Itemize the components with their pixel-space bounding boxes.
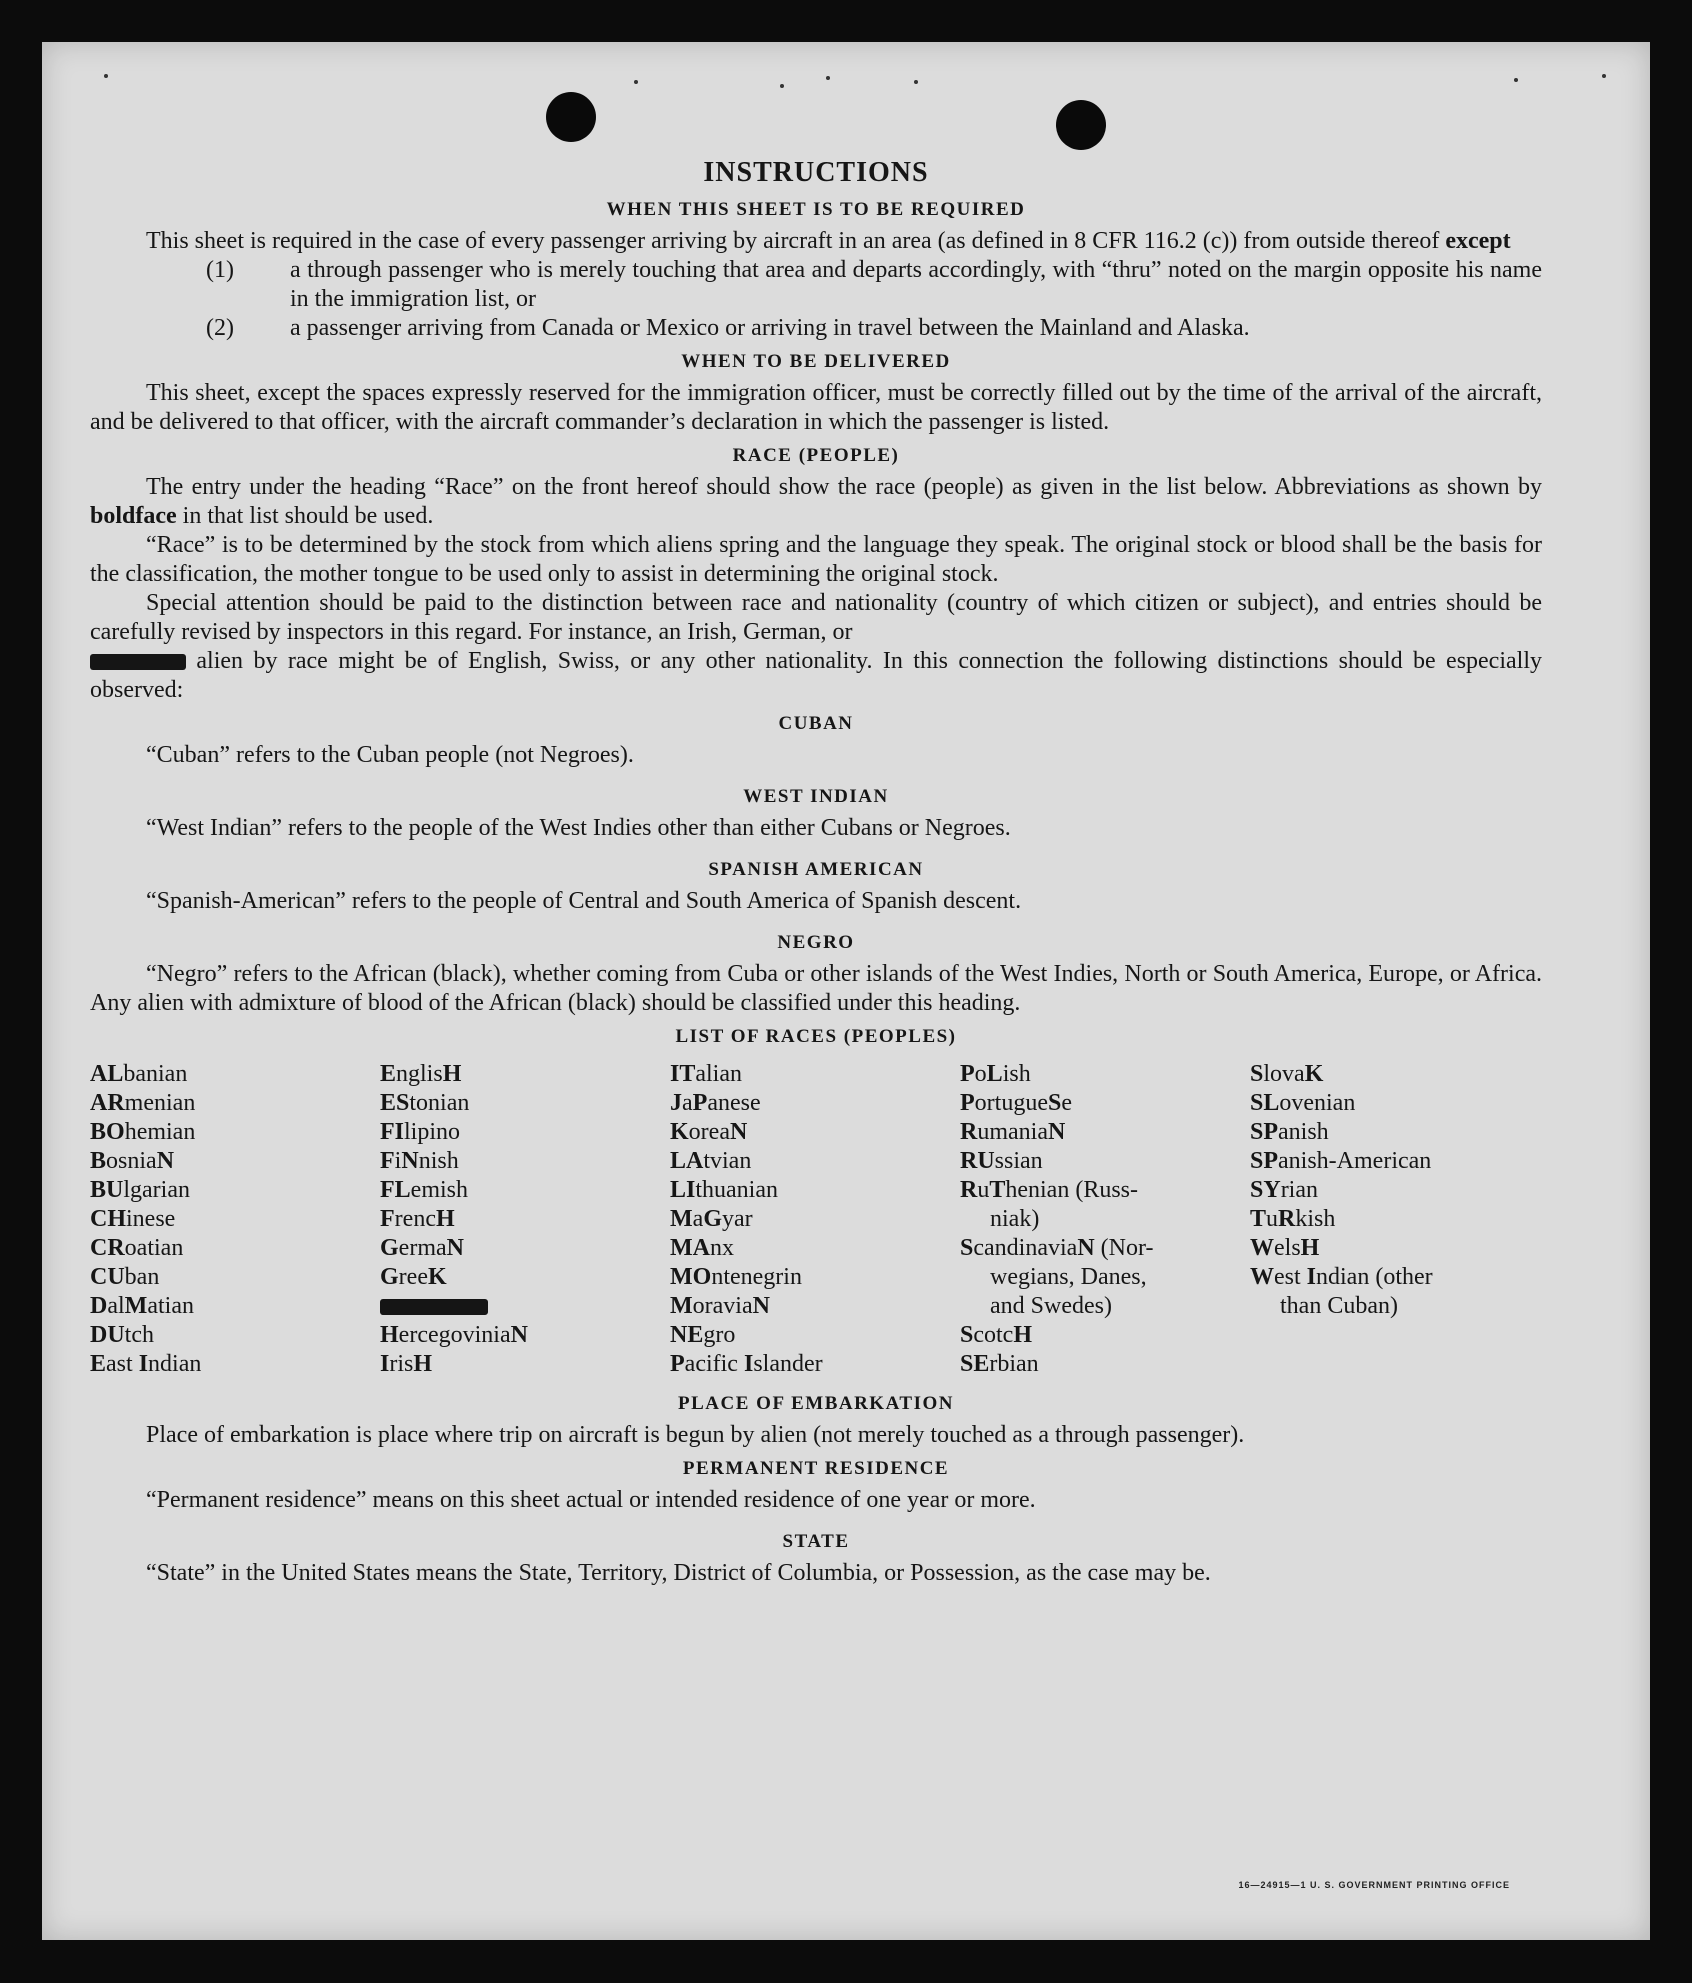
race-entry: CHinese xyxy=(90,1206,176,1232)
state-text: “State” in the United States means the State, Territory, District of Columbia, or Possession, as the case may be. xyxy=(146,1560,1211,1586)
speck xyxy=(104,74,108,78)
residence-text: “Permanent residence” means on this sheet actual or intended residence of one year or more. xyxy=(146,1487,1036,1513)
race-entry: DalMatian xyxy=(90,1293,194,1319)
race-entry: LAtvian xyxy=(670,1148,752,1174)
race-entry: CRoatian xyxy=(90,1235,184,1261)
redaction-mark xyxy=(90,654,186,670)
races-column xyxy=(90,1060,380,1379)
race-entry: SlovaK xyxy=(1250,1061,1324,1087)
race-entry: FLemish xyxy=(380,1177,468,1203)
document-sheet xyxy=(42,42,1650,1940)
negro-text: “Negro” refers to the African (black), whether coming from Cuba or other islands of the West Indies, North or South America, Europe, or Africa. Any alien with admixture of blood of the African (black) should be classified under this heading. xyxy=(90,961,1542,1016)
section-heading-when-required: WHEN THIS SHEET IS TO BE REQUIRED xyxy=(606,199,1026,220)
race-entry: MaGyar xyxy=(670,1206,753,1232)
races-column xyxy=(380,1060,670,1379)
race-entry: ALbanian xyxy=(90,1061,188,1087)
speck xyxy=(1514,78,1518,82)
race-entry: FIlipino xyxy=(380,1119,461,1145)
race-paragraph-1: The entry under the heading “Race” on the front hereof should show the race (people) as given in the list below. Abbreviations as shown by boldface in that list should be used. xyxy=(90,474,1542,529)
section-heading-west-indian: WEST INDIAN xyxy=(743,786,889,807)
section-heading-embarkation: PLACE OF EMBARKATION xyxy=(678,1393,954,1414)
race-entry: SPanish-American xyxy=(1250,1148,1432,1174)
race-entry: CUban xyxy=(90,1264,160,1290)
printing-office-code: 16—24915—1 U. S. GOVERNMENT PRINTING OFFICE xyxy=(1238,1880,1510,1890)
race-entry: IrisH xyxy=(380,1351,433,1377)
speck xyxy=(826,76,830,80)
race-entry: FiNnish xyxy=(380,1148,459,1174)
race-entry: MoraviaN xyxy=(670,1293,770,1319)
races-column xyxy=(960,1060,1250,1379)
race-entry: ScotcH xyxy=(960,1322,1033,1348)
except-bold: except xyxy=(1445,228,1511,254)
race-entry: and Swedes) xyxy=(990,1293,1112,1319)
race-entry: BosniaN xyxy=(90,1148,175,1174)
section-heading-spanish-american: SPANISH AMERICAN xyxy=(708,859,924,880)
race-entry: HercegoviniaN xyxy=(380,1322,528,1348)
race-entry: RUssian xyxy=(960,1148,1043,1174)
race-entry: niak) xyxy=(990,1206,1040,1232)
race-entry: GermaN xyxy=(380,1235,464,1261)
race-entry: KoreaN xyxy=(670,1119,748,1145)
race-entry: PoLish xyxy=(960,1061,1031,1087)
when-required-intro: This sheet is required in the case of every passenger arriving by aircraft in an area (as defined in 8 CFR 116.2 (c)) from outside thereof except xyxy=(146,228,1511,254)
race-entry: GreeK xyxy=(380,1264,447,1290)
race-entry: SPanish xyxy=(1250,1119,1329,1145)
race-entry: West Indian (other xyxy=(1250,1264,1433,1290)
section-heading-cuban: CUBAN xyxy=(778,713,854,734)
race-entry: DUtch xyxy=(90,1322,154,1348)
section-heading-residence: PERMANENT RESIDENCE xyxy=(682,1458,950,1479)
spanish-american-text: “Spanish-American” refers to the people of Central and South America of Spanish descent. xyxy=(146,888,1022,914)
section-heading-state: STATE xyxy=(782,1531,850,1552)
section-heading-race: RACE (PEOPLE) xyxy=(732,445,900,466)
section-heading-when-delivered: WHEN TO BE DELIVERED xyxy=(681,351,951,372)
speck xyxy=(780,84,784,88)
races-list xyxy=(90,1060,1542,1379)
race-entry: JaPanese xyxy=(670,1090,761,1116)
speck xyxy=(914,80,918,84)
section-heading-negro: NEGRO xyxy=(777,932,855,953)
redaction-mark xyxy=(380,1299,488,1315)
race-entry: WelsH xyxy=(1250,1235,1320,1261)
race-entry: SErbian xyxy=(960,1351,1039,1377)
race-entry: ScandinaviaN (Nor- xyxy=(960,1235,1154,1261)
race-entry: TuRkish xyxy=(1250,1206,1336,1232)
race-entry: MOntenegrin xyxy=(670,1264,802,1290)
race-entry: BOhemian xyxy=(90,1119,196,1145)
when-delivered-text: This sheet, except the spaces expressly reserved for the immigration officer, must be correctly filled out by the time of the arrival of the aircraft, and be delivered to that officer, with the aircraft commander’s declaration in which the passenger is listed. xyxy=(90,380,1542,435)
speck xyxy=(634,80,638,84)
west-indian-text: “West Indian” refers to the people of the West Indies other than either Cubans or Negroes. xyxy=(146,815,1011,841)
race-entry: SLovenian xyxy=(1250,1090,1356,1116)
race-paragraph-3: Special attention should be paid to the distinction between race and nationality (country of which citizen or subject), and entries should be carefully revised by inspectors in this regard. For instance, an Irish, German, or alien by race might be of English, Swiss, or any other nationality. In this connection the following distinctions should be especially observed: xyxy=(90,590,1542,703)
race-entry: LIthuanian xyxy=(670,1177,778,1203)
race-entry: NEgro xyxy=(670,1322,736,1348)
race-entry: PortugueSe xyxy=(960,1090,1072,1116)
race-entry: FrencH xyxy=(380,1206,455,1232)
race-entry: RuThenian (Russ- xyxy=(960,1177,1139,1203)
page-title: INSTRUCTIONS xyxy=(703,157,929,188)
race-entry xyxy=(380,1292,670,1321)
race-entry: ARmenian xyxy=(90,1090,196,1116)
race-entry: EStonian xyxy=(380,1090,470,1116)
cuban-text: “Cuban” refers to the Cuban people (not Negroes). xyxy=(146,742,634,768)
race-entry: East Indian xyxy=(90,1351,202,1377)
exception-item-1: (1) a through passenger who is merely touching that area and departs accordingly, with “thru” noted on the margin opposite his name in the immigration list, or xyxy=(206,257,1542,312)
races-column xyxy=(1250,1060,1542,1379)
instructions-body xyxy=(90,157,1542,1588)
race-entry: than Cuban) xyxy=(1280,1293,1398,1319)
race-entry: MAnx xyxy=(670,1235,734,1261)
race-entry: BUlgarian xyxy=(90,1177,190,1203)
race-entry: Pacific Islander xyxy=(670,1351,823,1377)
speck xyxy=(1602,74,1606,78)
race-entry: RumaniaN xyxy=(960,1119,1066,1145)
race-entry: EnglisH xyxy=(380,1061,462,1087)
exception-item-2: (2) a passenger arriving from Canada or Mexico or arriving in travel between the Mainland and Alaska. xyxy=(206,315,1250,341)
race-entry: SYrian xyxy=(1250,1177,1318,1203)
race-entry: ITalian xyxy=(670,1061,742,1087)
races-column xyxy=(670,1060,960,1379)
race-entry: wegians, Danes, xyxy=(990,1264,1147,1290)
race-paragraph-2: “Race” is to be determined by the stock from which aliens spring and the language they speak. The original stock or blood shall be the basis for the classification, the mother tongue to be used only to assist in determining the original stock. xyxy=(90,532,1542,587)
punch-hole xyxy=(546,92,596,142)
section-heading-list-of-races: LIST OF RACES (PEOPLES) xyxy=(675,1026,957,1047)
punch-hole xyxy=(1056,100,1106,150)
embarkation-text: Place of embarkation is place where trip on aircraft is begun by alien (not merely touched as a through passenger). xyxy=(146,1422,1245,1448)
